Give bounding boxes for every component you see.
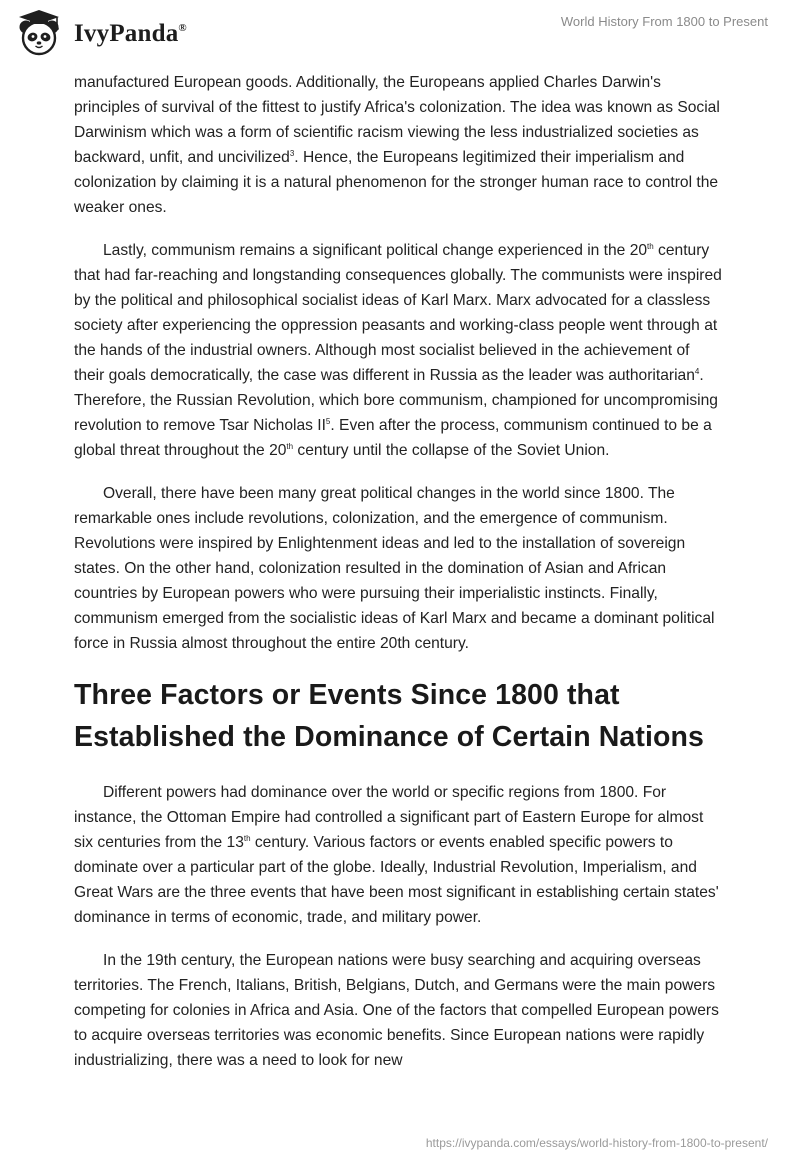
footnote-ref[interactable]: 5: [325, 417, 331, 426]
footnote-ref[interactable]: 3: [289, 149, 295, 158]
document-title: World History From 1800 to Present: [560, 14, 768, 29]
section-heading: Three Factors or Events Since 1800 that Established the Dominance of Certain Nations: [74, 679, 704, 753]
paragraph-overall: Overall, there have been many great political changes in the world since 1800. The remarkable ones include revolutions, colonization, and the emergence of communism. Revolutions were inspired by Enlightenment ideas and led to the installation of sovereign states. On the other hand, colonization resulted in the domination of Asian and African countries by European powers who were pursuing their imperialistic instincts. Finally, communism emerged from the socialistic ideas of Karl Marx and became a dominant political force in Russia almost throughout the entire 20th century.: [74, 485, 715, 652]
text-segment: Lastly, communism remains a significant political change experienced in the 20: [103, 242, 648, 259]
text-segment: century until the collapse of the Soviet Union.: [293, 442, 610, 459]
text-segment: . Therefore, the Russian Revolution, which bore communism, championed for uncompromising revolution to remove Tsar Nicholas II: [74, 367, 718, 434]
text-segment: century. Various factors or events enabled specific powers to dominate over a particular part of the globe. Ideally, Industrial Revolution, Imperialism, and Great Wars are the three events that have been most significant in establishing certain states' dominance in terms of economic, trade, and military power.: [74, 834, 719, 926]
logo-wordmark: [74, 20, 187, 48]
text-segment: . Even after the process, communism continued to be a global threat throughout the 20: [74, 417, 712, 459]
paragraph-social-darwinism: [74, 70, 724, 220]
paragraph-19th-century: In the 19th century, the European nations were busy searching and acquiring overseas territories. The French, Italians, British, Belgians, Dutch, and Germans were the main powers competing for colonies in Africa and Asia. One of the factors that compelled European powers to acquire overseas territories was economic benefits. Since European nations were rapidly industrializing, there was a need to look for new: [74, 952, 719, 1069]
page-header: [0, 0, 800, 70]
text-segment: Different powers had dominance over the world or specific regions from 1800. For instance, the Ottoman Empire had controlled a significant part of Eastern Europe for almost six centuries from the 13: [74, 784, 704, 851]
footnote-ref[interactable]: 4: [694, 367, 700, 376]
ordinal-suffix: th: [647, 242, 654, 251]
panda-graduate-icon: [12, 7, 66, 61]
source-url[interactable]: https://ivypanda.com/essays/world-history-from-1800-to-present/: [425, 1136, 768, 1150]
ordinal-suffix: th: [286, 442, 294, 451]
paragraph-dominance: [74, 780, 724, 930]
paragraph-communism: [74, 238, 724, 463]
text-segment: manufactured European goods. Additionally, the Europeans applied Charles Darwin's principles of survival of the fittest to justify Africa's colonization. The idea was known as Social Darwinism which was a form of scientific racism viewing the less industrialized societies as backward, unfit, and uncivilized: [74, 74, 720, 166]
site-logo[interactable]: [12, 7, 187, 61]
logo-name: IvyPanda: [74, 20, 179, 47]
essay-content: [74, 70, 724, 1091]
logo-registered-mark: ®: [178, 21, 187, 34]
text-segment: century that had far-reaching and longstanding consequences globally. The communists were inspired by the political and philosophical socialist ideas of Karl Marx. Marx advocated for a classless society after experiencing the oppression peasants and working-class people went through at the hands of the industrial owners. Although most socialist believed in the achievement of their goals democratically, the case was different in Russia as the leader was authoritarian: [74, 242, 722, 384]
ordinal-suffix: th: [243, 834, 251, 843]
text-segment: . Hence, the Europeans legitimized their imperialism and colonization by claiming it is a natural phenomenon for the stronger human race to control the weaker ones.: [74, 149, 719, 216]
